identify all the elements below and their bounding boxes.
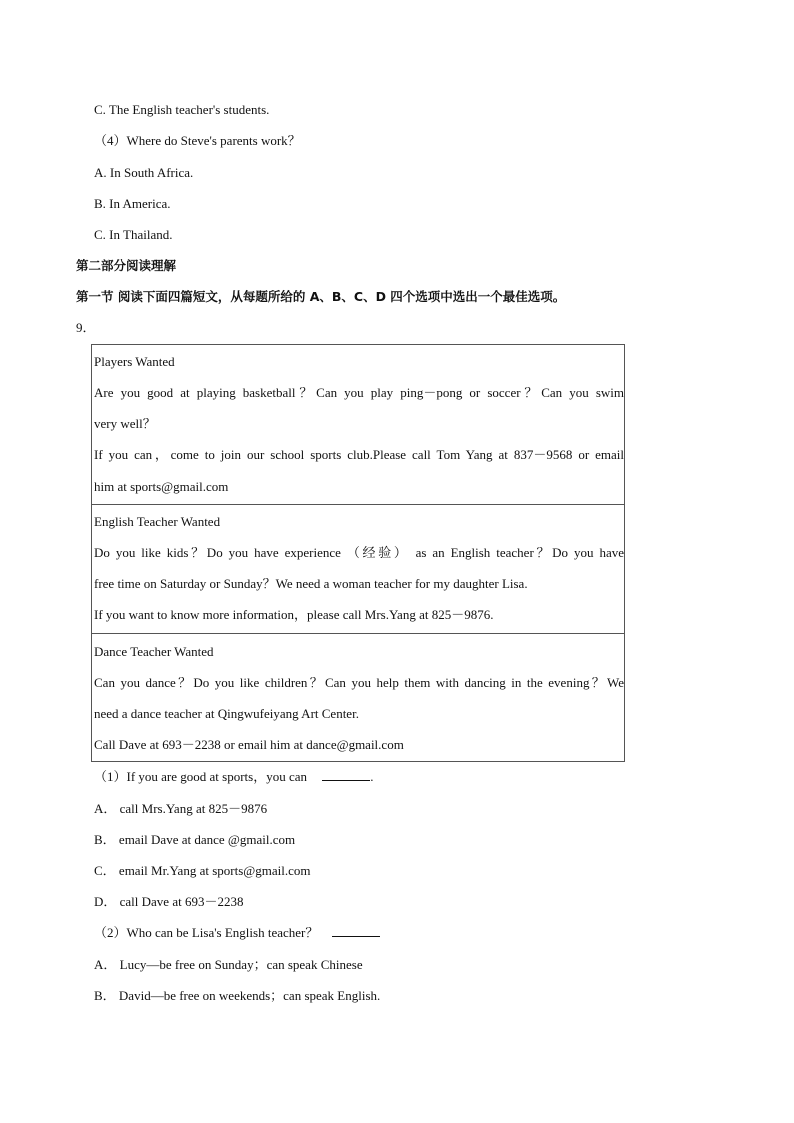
ad-dance-teacher-wanted [91, 633, 625, 762]
ad-line: need a dance teacher at Qingwufeiyang Art Center. [94, 706, 359, 721]
ad-line: If you want to know more information，please call Mrs.Yang at 825－9876. [94, 607, 494, 622]
q1-period: . [370, 769, 374, 784]
q1-option-d: D． call Dave at 693－2238 [94, 894, 244, 909]
section-subtitle: 第一节 阅读下面四篇短文，从每题所给的 A、B、C、D 四个选项中选出一个最佳选项。 [76, 289, 566, 304]
q2-option-a: A． Lucy—be free on Sunday；can speak Chinese [94, 957, 363, 972]
ad-title: English Teacher Wanted [94, 514, 221, 529]
q2-option-b: B． David—be free on weekends；can speak English. [94, 988, 381, 1003]
ad-players-wanted [91, 344, 625, 505]
answer-blank [332, 924, 380, 937]
q1-stem-row [94, 768, 374, 786]
ad-english-teacher-wanted [91, 504, 625, 634]
q4-stem: （4）Where do Steve's parents work？ [94, 133, 301, 148]
ad-line: If you can，come to join our school sports club.Please call Tom Yang at 837－9568 or email [94, 447, 624, 462]
q1-option-c: C． email Mr.Yang at sports@gmail.com [94, 863, 311, 878]
ad-line: Call Dave at 693－2238 or email him at dance@gmail.com [94, 737, 404, 752]
ad-line: free time on Saturday or Sunday？We need a woman teacher for my daughter Lisa. [94, 576, 528, 591]
q1-stem: （1）If you are good at sports，you can [94, 769, 308, 784]
ad-line: Do you like kids？Do you have experience （经验） as an English teacher？Do you have [94, 545, 624, 560]
ad-line: him at sports@gmail.com [94, 479, 229, 494]
ad-title: Dance Teacher Wanted [94, 644, 214, 659]
question-number: 9． [76, 320, 96, 335]
ad-line: Are you good at playing basketball？Can you play ping－pong or soccer？Can you swim [94, 385, 624, 400]
q2-stem-row [94, 924, 380, 942]
part-title: 第二部分阅读理解 [76, 258, 177, 273]
ad-title: Players Wanted [94, 354, 175, 369]
q1-option-a: A． call Mrs.Yang at 825－9876 [94, 801, 268, 816]
q4-option-c: C. In Thailand. [94, 227, 173, 242]
q4-option-a: A. In South Africa. [94, 165, 194, 180]
q3-option-c: C. The English teacher's students. [94, 102, 270, 117]
ad-line: Can you dance？Do you like children？Can you help them with dancing in the evening？We [94, 675, 624, 690]
q2-stem: （2）Who can be Lisa's English teacher？ [94, 925, 319, 940]
answer-blank [322, 768, 370, 781]
q1-option-b: B． email Dave at dance @gmail.com [94, 832, 296, 847]
q4-option-b: B. In America. [94, 196, 171, 211]
ad-line: very well？ [94, 416, 156, 431]
